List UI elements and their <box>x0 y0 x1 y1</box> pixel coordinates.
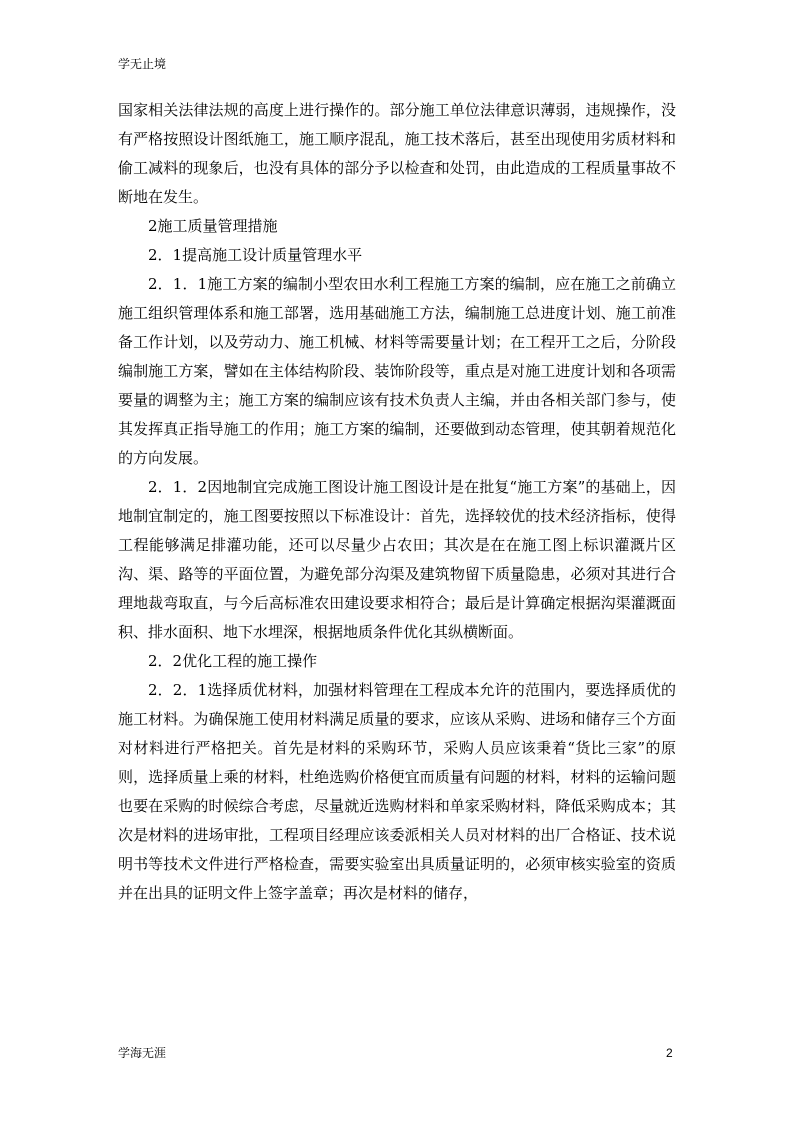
page-number: 2 <box>666 1046 673 1060</box>
paragraph-1: 国家相关法律法规的高度上进行操作的。部分施工单位法律意识薄弱，违规操作，没有严格按照设计图纸施工，施工顺序混乱，施工技术落后，甚至出现使用劣质材料和偷工减料的现象后，也没有具体的部分予以检查和处罚，由此造成的工程质量事故不断地在发生。 <box>118 101 676 206</box>
section-heading-2: 2施工质量管理措施 <box>148 217 278 235</box>
paragraph-2-1-1: 2．1．1施工方案的编制小型农田水利工程施工方案的编制，应在施工之前确立施工组织管理体系和施工部署，选用基础施工方法，编制施工总进度计划、施工前准备工作计划，以及劳动力、施工机械、材料等需要量计划；在工程开工之后，分阶段编制施工方案，譬如在主体结构阶段、装饰阶段等，重点是对施工进度计划和各项需要量的调整为主；施工方案的编制应该有技术负责人主编，并由各相关部门参与，使其发挥真正指导施工的作用；施工方案的编制，还要做到动态管理，使其朝着规范化的方向发展。 <box>118 275 676 467</box>
paragraph-2-1-2: 2．1．2因地制宜完成施工图设计施工图设计是在批复“施工方案”的基础上，因地制宜制定的，施工图要按照以下标准设计：首先，选择较优的技术经济指标，使得工程能够满足排灌功能，还可以尽量少占农田；其次是在在施工图上标识灌溉片区沟、渠、路等的平面位置，为避免部分沟渠及建筑物留下质量隐患，必须对其进行合理地裁弯取直，与今后高标准农田建设要求相符合；最后是计算确定根据沟渠灌溉面积、排水面积、地下水埋深，根据地质条件优化其纵横断面。 <box>118 478 676 641</box>
page-footer-left: 学海无涯 <box>118 1046 167 1060</box>
page-header: 学无止境 <box>118 57 167 71</box>
document-body <box>118 96 676 908</box>
subsection-heading-2-1: 2．1提高施工设计质量管理水平 <box>148 246 363 264</box>
subsection-heading-2-2: 2．2优化工程的施工操作 <box>148 652 318 670</box>
paragraph-2-2-1: 2．2．1选择质优材料，加强材料管理在工程成本允许的范围内，要选择质优的施工材料。为确保施工使用材料满足质量的要求，应该从采购、进场和储存三个方面对材料进行严格把关。首先是材料的采购环节，采购人员应该秉着“货比三家”的原则，选择质量上乘的材料，杜绝选购价格便宜而质量有问题的材料，材料的运输问题也要在采购的时候综合考虑，尽量就近选购材料和单家采购材料，降低采购成本；其次是材料的进场审批，工程项目经理应该委派相关人员对材料的出厂合格证、技术说明书等技术文件进行严格检查，需要实验室出具质量证明的，必须审核实验室的资质并在出具的证明文件上签字盖章；再次是材料的储存， <box>118 681 676 902</box>
